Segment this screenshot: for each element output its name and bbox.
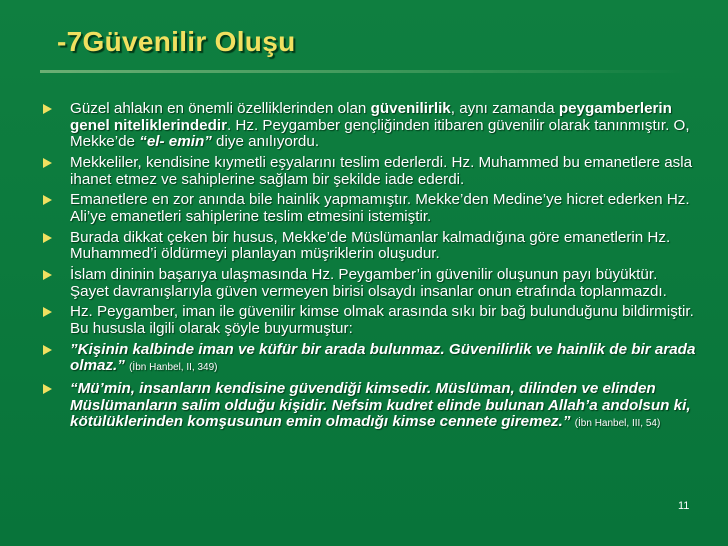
- bullet-text: Güzel ahlakın en önemli özelliklerinden olan: [70, 100, 371, 117]
- bullet-bold-term: güvenilirlik: [370, 100, 451, 117]
- bullet-text: . Hz. Peygamber gençliğinden itibaren güvenilir olarak tanınmıştır. O, Mekke’de: [70, 116, 690, 151]
- bullet-arrow-icon: [43, 195, 52, 205]
- bullet-item-6: [40, 304, 700, 337]
- hadith-citation: (İbn Hanbel, III, 54): [574, 418, 661, 430]
- bullet-text: Hz. Peygamber, iman ile güvenilir kimse olmak arasında sıkı bir bağ bulunduğunu bildirmiştir. Bu hususla ilgili olarak şöyle buyurmuştur:: [70, 303, 694, 338]
- bullet-text: Emanetlere en zor anında bile hainlik yapmamıştır. Mekke’den Medine’ye hicret ederken Hz. Ali’ye emanetleri sahiplerine teslim etmesini istemiştir.: [70, 191, 690, 225]
- title-divider: [40, 70, 688, 73]
- bullet-arrow-icon: [43, 158, 52, 168]
- hadith-quote: ”Kişinin kalbinde iman ve küfür bir arada bulunmaz. Güvenilirlik ve hainlik de bir arada olmaz.”: [70, 340, 696, 375]
- bullet-emphasis: “el- emin”: [139, 133, 212, 151]
- bullet-arrow-icon: [43, 345, 52, 355]
- slide-title: -7Güvenilir Oluşu: [57, 26, 296, 57]
- bullet-arrow-icon: [43, 104, 52, 114]
- bullet-item-2: [40, 155, 700, 188]
- bullet-item-5: [40, 267, 700, 300]
- bullet-arrow-icon: [43, 384, 52, 394]
- bullet-item-8: [40, 381, 700, 433]
- bullet-arrow-icon: [43, 270, 52, 280]
- bullet-bold-term: peygamberlerin genel niteliklerindedir: [70, 100, 672, 134]
- bullet-text: , aynı zamanda: [450, 100, 559, 117]
- bullet-arrow-icon: [43, 233, 52, 243]
- bullet-item-4: [40, 230, 700, 263]
- bullet-text: Burada dikkat çeken bir husus, Mekke’de Müslümanlar kalmadığına göre emanetlerin Hz. Muhammed’i öldürmeyi planlayan müşriklerin oluşudur.: [70, 228, 671, 263]
- bullet-text: Mekkeliler, kendisine kıymetli eşyalarını teslim ederlerdi. Hz. Muhammed bu emanetlere asla ihanet etmez ve sahiplerine sağlam bir şekilde iade ederdi.: [70, 153, 693, 188]
- hadith-citation: (İbn Hanbel, II, 349): [129, 362, 218, 374]
- page-number: 11: [678, 500, 690, 512]
- bullet-text: İslam dininin başarıya ulaşmasında Hz. Peygamber’in güvenilir oluşunun payı büyüktür. Şayet davranışlarıyla güven vermeyen birisi olsaydı insanlar onun etrafında toplanmazdı.: [70, 266, 667, 300]
- hadith-quote: “Mü’min, insanların kendisine güvendiği kimsedir. Müslüman, dilinden ve elinden Müslümanların salim olduğu kişidir. Nefsim kudret elinde bulunan Allah’a andolsun ki, kötülüklerinden komşusunun emin olmadığı kimse cennete giremez.”: [70, 380, 691, 431]
- bullet-list: [40, 101, 700, 437]
- bullet-text: diye anılıyordu.: [211, 133, 320, 151]
- bullet-arrow-icon: [43, 307, 52, 317]
- bullet-item-1: [40, 101, 700, 151]
- bullet-item-7: [40, 342, 700, 377]
- bullet-item-3: [40, 192, 700, 225]
